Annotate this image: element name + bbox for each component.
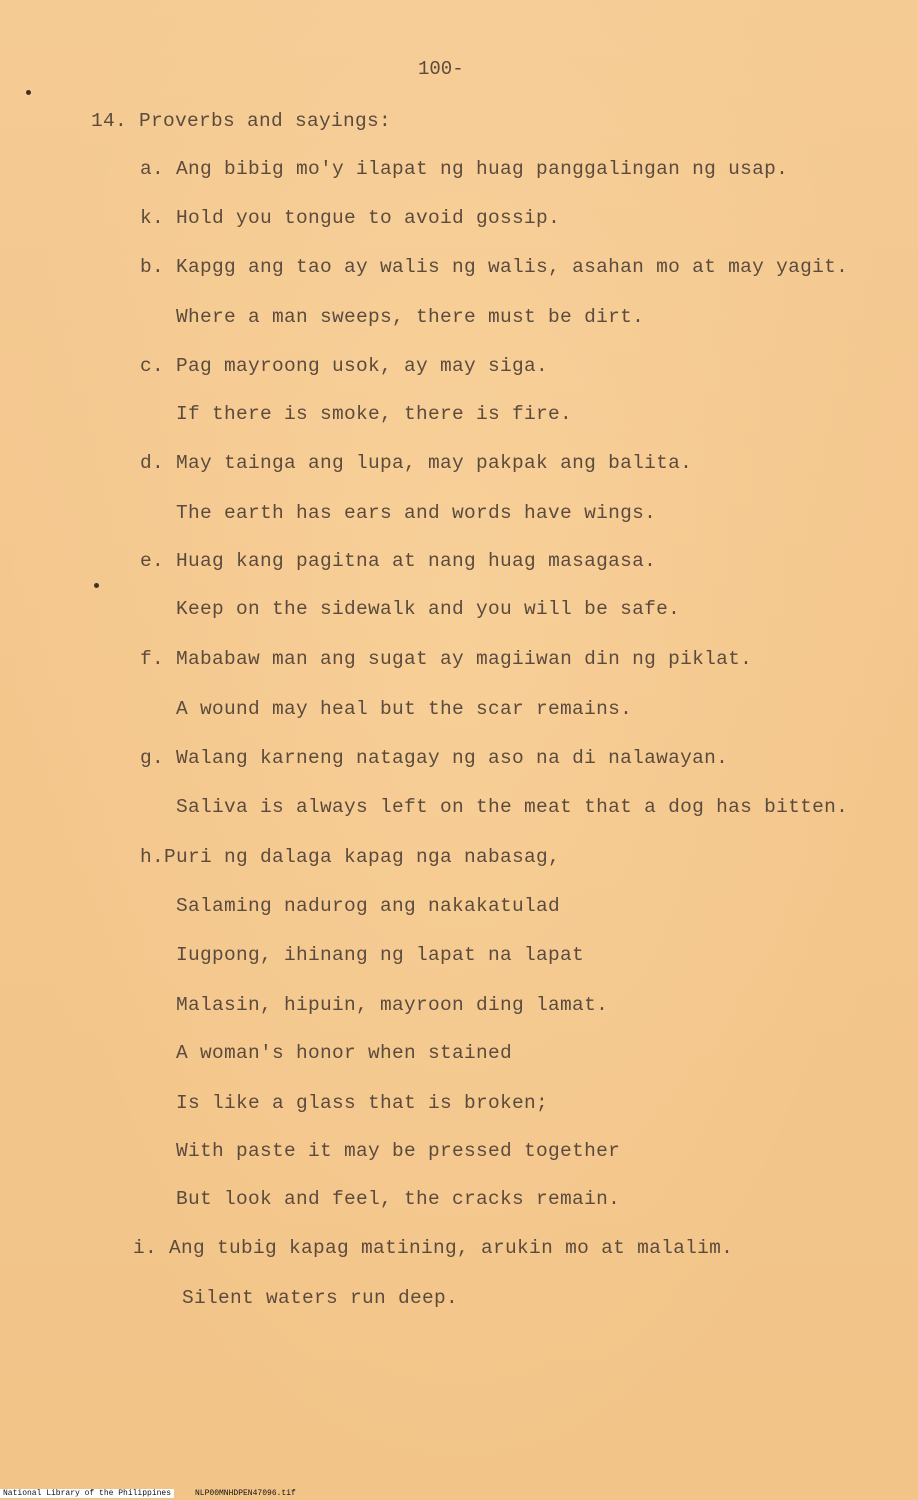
proverb-line: A woman's honor when stained bbox=[176, 1042, 513, 1064]
proverb-line: c. Pag mayroong usok, ay may siga. bbox=[140, 355, 549, 377]
proverb-line: Saliva is always left on the meat that a dog has bitten. bbox=[176, 796, 849, 818]
margin-mark bbox=[26, 90, 31, 95]
page-number: 100- bbox=[418, 58, 464, 80]
proverb-line: If there is smoke, there is fire. bbox=[176, 403, 573, 425]
margin-mark bbox=[94, 583, 99, 588]
proverb-line: The earth has ears and words have wings. bbox=[176, 502, 657, 524]
section-heading: 14. Proverbs and sayings: bbox=[91, 110, 392, 132]
proverb-line: A wound may heal but the scar remains. bbox=[176, 698, 633, 720]
proverb-line: Malasin, hipuin, mayroon ding lamat. bbox=[176, 994, 609, 1016]
proverb-line: Silent waters run deep. bbox=[182, 1287, 459, 1309]
proverb-line: e. Huag kang pagitna at nang huag masagasa. bbox=[140, 550, 657, 572]
proverb-line: Is like a glass that is broken; bbox=[176, 1092, 549, 1114]
proverb-line: d. May tainga ang lupa, may pakpak ang balita. bbox=[140, 452, 693, 474]
proverb-line: But look and feel, the cracks remain. bbox=[176, 1188, 621, 1210]
proverb-line: Iugpong, ihinang ng lapat na lapat bbox=[176, 944, 585, 966]
proverb-line: a. Ang bibig mo'y ilapat ng huag panggalingan ng usap. bbox=[140, 158, 789, 180]
proverb-line: k. Hold you tongue to avoid gossip. bbox=[140, 207, 561, 229]
proverb-line: Salaming nadurog ang nakakatulad bbox=[176, 895, 561, 917]
proverb-line: f. Mababaw man ang sugat ay magiiwan din ng piklat. bbox=[140, 648, 753, 670]
footer-library: National Library of the Philippines bbox=[0, 1489, 174, 1498]
proverb-line: With paste it may be pressed together bbox=[176, 1140, 621, 1162]
proverb-line: Keep on the sidewalk and you will be safe. bbox=[176, 598, 681, 620]
proverb-line: g. Walang karneng natagay ng aso na di nalawayan. bbox=[140, 747, 729, 769]
proverb-line: Where a man sweeps, there must be dirt. bbox=[176, 306, 645, 328]
proverb-line: b. Kapgg ang tao ay walis ng walis, asahan mo at may yagit. bbox=[140, 256, 849, 278]
proverb-line: h.Puri ng dalaga kapag nga nabasag, bbox=[140, 846, 561, 868]
footer-file-id: NLP00MNHDPEN47096.tif bbox=[195, 1489, 296, 1498]
proverb-line: i. Ang tubig kapag matining, arukin mo at malalim. bbox=[133, 1237, 734, 1259]
